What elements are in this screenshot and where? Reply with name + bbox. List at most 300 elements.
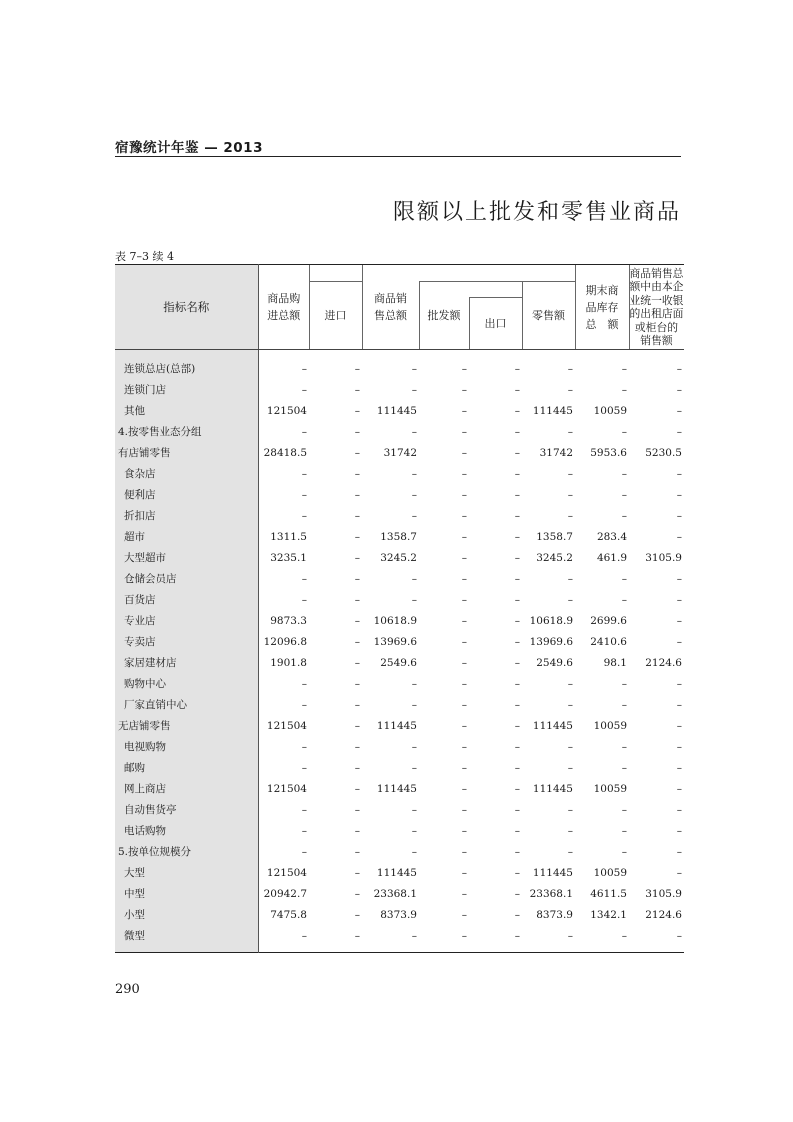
table-cell: 1358.7 [380,530,417,543]
header-inventory [575,265,629,350]
table-cell: – [621,824,627,837]
table-cell: – [301,362,307,375]
table-row [115,589,684,610]
row-label: 仓储会员店 [115,568,258,589]
table-cell: – [621,362,627,375]
table-cell: – [567,803,573,816]
table-cell: – [514,383,520,396]
header-purchase-total-line2: 进总额 [267,309,301,322]
table-cell: – [514,677,520,690]
table-cell: – [676,719,682,732]
table-cell: – [676,635,682,648]
table-cell: – [411,509,417,522]
table-body [115,350,684,953]
table-cell: – [514,530,520,543]
table-cell: 283.4 [596,530,627,543]
table-cell: – [411,383,417,396]
row-label: 厂家直销中心 [115,694,258,715]
table-row [115,505,684,526]
table-cell: – [354,887,360,900]
table-cell: – [676,467,682,480]
table-cell: – [301,593,307,606]
table-row [115,350,684,380]
table-cell: – [411,740,417,753]
table-cell: – [354,467,360,480]
table-cell: – [411,593,417,606]
table-cell: – [514,782,520,795]
header-import-label: 进口 [324,308,347,322]
table-cell: – [354,362,360,375]
table-cell: – [514,866,520,879]
table-cell: – [354,593,360,606]
data-table-container [115,264,684,953]
table-cell: – [354,425,360,438]
table-cell: 2699.6 [590,614,627,627]
table-cell: – [676,425,682,438]
row-label: 其他 [115,400,258,421]
table-cell: – [676,530,682,543]
table-cell: – [461,656,467,669]
table-cell: – [567,824,573,837]
table-row [115,904,684,925]
table-cell: – [567,572,573,585]
row-label: 超市 [115,526,258,547]
table-cell: 2549.6 [536,656,573,669]
table-cell: 3235.1 [270,551,307,564]
table-cell: – [461,908,467,921]
table-cell: 111445 [532,404,573,417]
table-cell: – [676,803,682,816]
table-cell: – [354,509,360,522]
table-cell: 3245.2 [536,551,573,564]
table-cell: – [461,530,467,543]
table-row [115,610,684,631]
table-cell: – [411,845,417,858]
table-cell: – [514,740,520,753]
table-cell: – [461,803,467,816]
table-row [115,631,684,652]
table-cell: – [354,845,360,858]
row-label: 专卖店 [115,631,258,652]
table-cell: – [621,572,627,585]
table-cell: – [461,404,467,417]
table-cell: – [461,488,467,501]
header-rental-line4: 的出租店面 [629,307,684,320]
table-cell: – [301,845,307,858]
table-cell: – [354,782,360,795]
table-cell: 31742 [539,446,573,459]
table-cell: – [567,488,573,501]
table-cell: – [354,761,360,774]
table-cell: – [411,677,417,690]
table-cell: – [411,824,417,837]
table-cell: – [461,614,467,627]
table-cell: 23368.1 [373,887,417,900]
table-cell: – [514,824,520,837]
table-cell: – [676,824,682,837]
table-cell: 10059 [593,782,627,795]
row-label: 4.按零售业态分组 [115,421,258,442]
table-cell: – [461,719,467,732]
table-cell: – [461,509,467,522]
table-cell: – [411,803,417,816]
table-cell: – [354,824,360,837]
table-cell: 20942.7 [263,887,307,900]
table-cell: – [461,929,467,942]
table-cell: 13969.6 [373,635,417,648]
table-cell: – [301,383,307,396]
table-cell: 2124.6 [645,908,682,921]
table-row [115,568,684,589]
table-cell: – [567,509,573,522]
header-import [309,265,362,350]
row-label: 微型 [115,925,258,953]
table-cell: 1311.5 [270,530,307,543]
table-row [115,925,684,953]
table-cell: – [354,719,360,732]
table-cell: – [621,845,627,858]
header-wholesale [419,265,469,350]
table-row [115,841,684,862]
table-cell: – [461,740,467,753]
table-cell: – [411,761,417,774]
table-cell: 461.9 [596,551,627,564]
table-cell: 3105.9 [645,551,682,564]
row-label: 5.按单位规模分 [115,841,258,862]
table-cell: – [354,614,360,627]
table-cell: – [354,866,360,879]
table-cell: 121504 [266,719,307,732]
table-cell: – [461,866,467,879]
page-number: 290 [115,982,140,997]
table-cell: – [676,614,682,627]
table-cell: – [461,635,467,648]
table-row [115,757,684,778]
table-row [115,379,684,400]
table-row [115,799,684,820]
table-cell: – [621,698,627,711]
row-label: 小型 [115,904,258,925]
table-cell: – [411,698,417,711]
table-cell: – [301,761,307,774]
table-cell: 10059 [593,866,627,879]
table-row [115,484,684,505]
row-label: 购物中心 [115,673,258,694]
row-label: 有店铺零售 [115,442,258,463]
table-cell: 2549.6 [380,656,417,669]
table-cell: – [514,635,520,648]
table-row [115,442,684,463]
table-cell: – [567,845,573,858]
table-cell: – [514,362,520,375]
header-inventory-line3: 总 额 [585,317,619,331]
header-retail-label: 零售额 [532,308,565,322]
row-label: 大型超市 [115,547,258,568]
table-cell: – [514,887,520,900]
table-row [115,673,684,694]
table-cell: – [461,467,467,480]
table-row [115,694,684,715]
table-cell: 111445 [532,782,573,795]
table-cell: – [676,572,682,585]
table-cell: 111445 [532,866,573,879]
table-cell: 28418.5 [263,446,307,459]
table-cell: 31742 [383,446,417,459]
table-cell: – [676,593,682,606]
table-cell: – [354,572,360,585]
table-cell: – [301,824,307,837]
table-cell: – [676,761,682,774]
table-row [115,862,684,883]
table-cell: – [354,488,360,501]
table-row [115,820,684,841]
table-cell: – [676,362,682,375]
table-cell: – [354,551,360,564]
table-cell: – [621,425,627,438]
table-cell: – [514,551,520,564]
table-cell: 1901.8 [270,656,307,669]
table-cell: – [514,908,520,921]
table-cell: – [621,593,627,606]
table-cell: – [461,551,467,564]
table-row [115,526,684,547]
table-cell: – [514,488,520,501]
table-cell: – [301,929,307,942]
table-cell: – [514,929,520,942]
table-cell: – [676,698,682,711]
row-label: 百货店 [115,589,258,610]
table-cell: – [621,488,627,501]
table-cell: – [514,572,520,585]
header-rental-line5: 或柜台的 [634,320,679,334]
table-cell: – [461,677,467,690]
table-cell: 1342.1 [590,908,627,921]
table-cell: – [411,425,417,438]
table-cell: – [354,635,360,648]
table-cell: – [567,425,573,438]
table-cell: 111445 [376,719,417,732]
table-cell: 2410.6 [590,635,627,648]
header-inventory-line2: 品库存 [585,300,619,314]
table-row [115,736,684,757]
table-cell: – [354,404,360,417]
table-cell: – [676,740,682,753]
header-rental-line3: 业统一收银 [629,293,684,307]
table-cell: – [621,383,627,396]
row-label: 电视购物 [115,736,258,757]
table-cell: – [354,698,360,711]
table-cell: – [461,887,467,900]
row-label: 邮购 [115,757,258,778]
table-cell: 5953.6 [590,446,627,459]
table-cell: 8373.9 [536,908,573,921]
table-cell: – [621,929,627,942]
header-sales-total-line2: 售总额 [374,309,407,322]
header-rental-line2: 额中由本企 [629,280,684,293]
table-cell: – [354,740,360,753]
table-cell: – [301,698,307,711]
table-cell: 111445 [376,404,417,417]
table-cell: 3245.2 [380,551,417,564]
table-cell: – [461,362,467,375]
table-cell: – [514,656,520,669]
table-row [115,778,684,799]
header-retail [522,265,575,350]
table-cell: 2124.6 [645,656,682,669]
table-cell: 10059 [593,404,627,417]
table-cell: – [461,698,467,711]
table-cell: – [411,572,417,585]
header-export [469,265,522,350]
table-cell: 8373.9 [380,908,417,921]
table-cell: 121504 [266,404,307,417]
table-cell: 10059 [593,719,627,732]
table-row [115,463,684,484]
page-title: 限额以上批发和零售业商品 [392,200,681,225]
table-cell: 10618.9 [373,614,417,627]
table-cell: – [514,845,520,858]
table-cell: – [514,719,520,732]
table-cell: – [514,404,520,417]
table-cell: – [676,404,682,417]
table-cell: – [301,425,307,438]
table-cell: – [354,803,360,816]
table-row [115,652,684,673]
table-cell: – [461,593,467,606]
table-cell: – [621,677,627,690]
header-inventory-line1: 期末商 [585,283,619,297]
table-cell: – [567,362,573,375]
running-head: 宿豫统计年鉴 — 2013 [115,140,263,156]
row-label: 自动售货亭 [115,799,258,820]
table-cell: 111445 [532,719,573,732]
table-cell: 5230.5 [645,446,682,459]
table-cell: – [301,488,307,501]
table-cell: 1358.7 [536,530,573,543]
table-row [115,421,684,442]
header-purchase-total-line1: 商品购 [267,292,301,305]
table-cell: – [676,845,682,858]
table-cell: – [461,824,467,837]
table-cell: – [676,509,682,522]
table-cell: – [676,677,682,690]
header-export-label: 出口 [484,316,507,330]
table-cell: 121504 [266,866,307,879]
table-cell: – [301,740,307,753]
table-cell: 111445 [376,866,417,879]
table-cell: – [514,761,520,774]
row-label: 无店铺零售 [115,715,258,736]
table-cell: – [514,614,520,627]
table-cell: – [676,383,682,396]
table-row [115,883,684,904]
row-label: 家居建材店 [115,652,258,673]
table-cell: – [514,803,520,816]
table-cell: – [514,509,520,522]
table-cell: – [514,446,520,459]
table-cell: – [411,467,417,480]
header-rental-line1: 商品销售总 [629,266,684,280]
table-cell: – [461,425,467,438]
header-wholesale-label: 批发额 [427,308,461,322]
table-cell: 4611.5 [590,887,627,900]
table-cell: – [567,383,573,396]
table-cell: – [567,761,573,774]
row-label: 食杂店 [115,463,258,484]
table-cell: – [411,929,417,942]
table-row [115,547,684,568]
header-indicator-name: 指标名称 [115,265,258,350]
header-rental-sales [629,265,684,350]
table-cell: – [567,698,573,711]
table-cell: – [461,761,467,774]
table-cell: – [354,446,360,459]
table-cell: – [621,740,627,753]
table-cell: – [567,740,573,753]
table-cell: – [514,425,520,438]
table-cell: – [621,509,627,522]
table-cell: – [621,803,627,816]
table-cell: 23368.1 [529,887,573,900]
row-label: 连锁总店(总部) [115,350,258,380]
table-cell: – [514,593,520,606]
table-cell: – [567,467,573,480]
table-cell: – [567,593,573,606]
table-cell: 98.1 [603,656,627,669]
table-cell: – [354,677,360,690]
table-cell: – [461,446,467,459]
row-label: 专业店 [115,610,258,631]
table-cell: 121504 [266,782,307,795]
table-cell: – [354,908,360,921]
row-label: 便利店 [115,484,258,505]
table-cell: – [676,929,682,942]
table-cell: – [301,803,307,816]
table-cell: 10618.9 [529,614,573,627]
table-cell: – [621,761,627,774]
table-cell: – [461,782,467,795]
table-cell: – [411,362,417,375]
table-row [115,715,684,736]
table-cell: – [411,488,417,501]
table-cell: – [301,677,307,690]
table-cell: – [461,383,467,396]
table-row [115,400,684,421]
table-cell: – [354,656,360,669]
header-sales-total-line1: 商品销 [374,292,407,305]
table-cell: – [621,467,627,480]
table-cell: – [461,572,467,585]
table-cell: – [354,929,360,942]
header-sales-total [362,265,419,350]
table-cell: – [514,467,520,480]
table-cell: – [301,572,307,585]
header-rental-line6: 销售额 [640,334,673,347]
table-cell: – [354,383,360,396]
header-rule [115,156,681,157]
table-cell: 9873.3 [270,614,307,627]
row-label: 大型 [115,862,258,883]
table-cell: – [567,929,573,942]
table-cell: 13969.6 [529,635,573,648]
table-cell: – [676,866,682,879]
row-label: 中型 [115,883,258,904]
header-purchase-total [258,265,309,350]
row-label: 连锁门店 [115,379,258,400]
table-cell: – [567,677,573,690]
table-cell: 111445 [376,782,417,795]
table-cell: 7475.8 [270,908,307,921]
